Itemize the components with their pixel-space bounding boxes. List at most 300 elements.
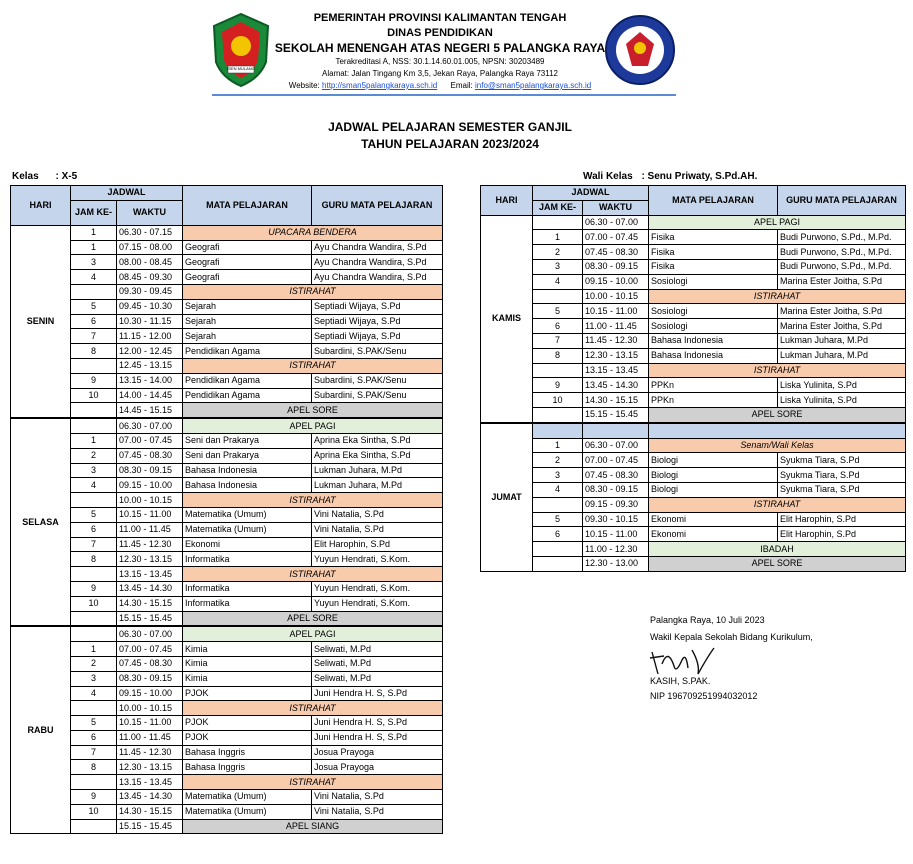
jam-cell bbox=[71, 418, 117, 433]
time-cell: 11.00 - 12.30 bbox=[583, 542, 649, 557]
jam-cell: 4 bbox=[533, 482, 583, 497]
table-row bbox=[481, 438, 906, 453]
table-row bbox=[11, 581, 443, 596]
table-row bbox=[481, 407, 906, 422]
schedule-table-left bbox=[10, 185, 443, 834]
teacher-cell: Aprina Eka Sintha, S.Pd bbox=[312, 448, 443, 463]
time-cell: 11.45 - 12.30 bbox=[583, 333, 649, 348]
time-cell: 14.30 - 15.15 bbox=[117, 596, 183, 611]
table-row bbox=[11, 642, 443, 657]
jam-cell: 1 bbox=[71, 642, 117, 657]
jam-cell: 8 bbox=[533, 348, 583, 363]
teacher-cell: Yuyun Hendrati, S.Kom. bbox=[312, 596, 443, 611]
subject-cell: PJOK bbox=[183, 716, 312, 731]
jam-cell: 1 bbox=[71, 240, 117, 255]
teacher-cell: Josua Prayoga bbox=[312, 745, 443, 760]
subject-cell: Ekonomi bbox=[649, 512, 778, 527]
subject-cell: PJOK bbox=[183, 686, 312, 701]
jam-cell bbox=[71, 567, 117, 582]
schedule-table-right bbox=[480, 185, 906, 572]
table-row bbox=[481, 497, 906, 512]
table-row bbox=[481, 393, 906, 408]
jam-cell: 10 bbox=[71, 596, 117, 611]
event-cell: APEL SORE bbox=[649, 556, 906, 571]
subject-cell: Bahasa Inggris bbox=[183, 760, 312, 775]
subject-cell: PJOK bbox=[183, 730, 312, 745]
teacher-cell: Marina Ester Joitha, S.Pd bbox=[778, 304, 906, 319]
subject-cell: Informatika bbox=[183, 581, 312, 596]
time-cell: 07.15 - 08.00 bbox=[117, 240, 183, 255]
jam-cell bbox=[533, 407, 583, 422]
jam-cell: 6 bbox=[71, 522, 117, 537]
teacher-cell: Vini Natalia, S.Pd bbox=[312, 804, 443, 819]
time-cell: 08.00 - 08.45 bbox=[117, 255, 183, 270]
day-cell: JUMAT bbox=[481, 423, 533, 571]
time-cell: 12.45 - 13.15 bbox=[117, 358, 183, 373]
right-logo bbox=[604, 14, 676, 86]
time-cell: 10.15 - 11.00 bbox=[583, 527, 649, 542]
subject-cell: Sosiologi bbox=[649, 274, 778, 289]
jam-cell: 1 bbox=[71, 225, 117, 240]
time-cell: 10.15 - 11.00 bbox=[583, 304, 649, 319]
jam-cell: 2 bbox=[71, 656, 117, 671]
time-cell: 10.15 - 11.00 bbox=[117, 716, 183, 731]
subject-cell: Seni dan Prakarya bbox=[183, 433, 312, 448]
break-cell: ISTIRAHAT bbox=[183, 701, 443, 716]
time-cell: 06.30 - 07.00 bbox=[117, 418, 183, 433]
table-row bbox=[11, 760, 443, 775]
jam-cell bbox=[533, 542, 583, 557]
time-cell: 08.45 - 09.30 bbox=[117, 270, 183, 285]
subject-cell: Pendidikan Agama bbox=[183, 344, 312, 359]
table-row bbox=[481, 333, 906, 348]
time-cell: 10.00 - 10.15 bbox=[583, 289, 649, 304]
subject-cell: Sosiologi bbox=[649, 319, 778, 334]
jam-cell bbox=[533, 497, 583, 512]
jam-cell: 7 bbox=[71, 745, 117, 760]
homeroom-label-text: Wali Kelas bbox=[583, 171, 633, 182]
time-cell: 06.30 - 07.00 bbox=[583, 438, 649, 453]
subject-cell: PPKn bbox=[649, 393, 778, 408]
event-cell: IBADAH bbox=[649, 542, 906, 557]
col-waktu: WAKTU bbox=[583, 200, 649, 215]
left-logo-text: ISEN MULANG bbox=[227, 66, 255, 71]
table-row bbox=[11, 448, 443, 463]
subject-cell: Biologi bbox=[649, 482, 778, 497]
time-cell: 15.15 - 15.45 bbox=[583, 407, 649, 422]
teacher-cell: Subardini, S.PAK/Senu bbox=[312, 388, 443, 403]
table-row bbox=[481, 245, 906, 260]
table-row bbox=[11, 596, 443, 611]
subject-cell: Fisika bbox=[649, 245, 778, 260]
subject-cell: Bahasa Indonesia bbox=[183, 463, 312, 478]
table-row bbox=[481, 215, 906, 230]
teacher-cell: Liska Yulinita, S.Pd bbox=[778, 378, 906, 393]
schedule-title: JADWAL PELAJARAN SEMESTER GANJIL bbox=[328, 120, 572, 134]
homeroom-label bbox=[583, 171, 757, 182]
jam-cell: 3 bbox=[71, 671, 117, 686]
break-cell: UPACARA BENDERA bbox=[183, 225, 443, 240]
teacher-cell: Syukma Tiara, S.Pd bbox=[778, 453, 906, 468]
subject-cell: Kimia bbox=[183, 642, 312, 657]
header-rule bbox=[212, 94, 676, 96]
time-cell: 07.00 - 07.45 bbox=[583, 453, 649, 468]
col-hari: HARI bbox=[11, 186, 71, 226]
subject-cell: Informatika bbox=[183, 552, 312, 567]
jam-cell bbox=[533, 423, 583, 438]
time-cell: 13.15 - 13.45 bbox=[117, 775, 183, 790]
subject-cell: Ekonomi bbox=[183, 537, 312, 552]
homeroom-teacher: : Senu Priwaty, S.Pd.AH. bbox=[641, 171, 758, 182]
time-cell: 07.45 - 08.30 bbox=[117, 448, 183, 463]
time-cell: 09.15 - 10.00 bbox=[117, 686, 183, 701]
subject-cell: Bahasa Indonesia bbox=[649, 348, 778, 363]
teacher-cell: Aprina Eka Sintha, S.Pd bbox=[312, 433, 443, 448]
event-cell: APEL SORE bbox=[183, 611, 443, 626]
time-cell: 07.45 - 08.30 bbox=[117, 656, 183, 671]
table-row bbox=[11, 433, 443, 448]
table-row bbox=[11, 478, 443, 493]
jam-cell bbox=[71, 626, 117, 641]
col-jadwal: JADWAL bbox=[71, 186, 183, 201]
table-row bbox=[11, 686, 443, 701]
class-label bbox=[12, 171, 77, 182]
col-mapel: MATA PELAJARAN bbox=[183, 186, 312, 226]
class-value: : X-5 bbox=[55, 171, 78, 182]
teacher-cell: Juni Hendra H. S, S.Pd bbox=[312, 730, 443, 745]
jam-cell: 1 bbox=[533, 230, 583, 245]
jam-cell: 3 bbox=[533, 259, 583, 274]
jam-cell: 7 bbox=[71, 537, 117, 552]
time-cell: 07.45 - 08.30 bbox=[583, 468, 649, 483]
jam-cell: 3 bbox=[71, 255, 117, 270]
table-row bbox=[11, 388, 443, 403]
break-cell: ISTIRAHAT bbox=[183, 493, 443, 508]
time-cell: 09.15 - 10.00 bbox=[117, 478, 183, 493]
time-cell: 14.30 - 15.15 bbox=[117, 804, 183, 819]
time-cell: 15.15 - 15.45 bbox=[117, 611, 183, 626]
table-row bbox=[11, 373, 443, 388]
jam-cell: 4 bbox=[71, 478, 117, 493]
table-row bbox=[481, 527, 906, 542]
teacher-cell: Seliwati, M.Pd bbox=[312, 671, 443, 686]
jam-cell bbox=[71, 403, 117, 418]
teacher-cell: Marina Ester Joitha, S.Pd bbox=[778, 274, 906, 289]
col-mapel: MATA PELAJARAN bbox=[649, 186, 778, 216]
day-cell: SELASA bbox=[11, 418, 71, 626]
table-row bbox=[11, 775, 443, 790]
header-address: Alamat: Jalan Tingang Km 3,5, Jekan Raya, Palangka Raya 73112 bbox=[322, 69, 558, 78]
jam-cell bbox=[71, 284, 117, 299]
jam-cell: 8 bbox=[71, 760, 117, 775]
subject-cell: Seni dan Prakarya bbox=[183, 448, 312, 463]
jam-cell: 3 bbox=[71, 463, 117, 478]
col-jam: JAM KE- bbox=[71, 200, 117, 225]
teacher-cell: Septiadi Wijaya, S.Pd bbox=[312, 314, 443, 329]
table-row bbox=[11, 790, 443, 805]
time-cell: 11.00 - 11.45 bbox=[117, 522, 183, 537]
teacher-cell: Marina Ester Joitha, S.Pd bbox=[778, 319, 906, 334]
signature-name: KASIH, S.PAK. bbox=[650, 676, 711, 686]
teacher-cell: Ayu Chandra Wandira, S.Pd bbox=[312, 270, 443, 285]
table-row bbox=[11, 240, 443, 255]
jam-cell: 5 bbox=[71, 299, 117, 314]
col-hari: HARI bbox=[481, 186, 533, 216]
time-cell: 13.15 - 14.00 bbox=[117, 373, 183, 388]
time-cell: 13.15 - 13.45 bbox=[583, 363, 649, 378]
time-cell bbox=[583, 423, 649, 438]
teacher-cell: Septiadi Wijaya, S.Pd bbox=[312, 329, 443, 344]
table-row bbox=[11, 493, 443, 508]
subject-cell: Geografi bbox=[183, 270, 312, 285]
header-department: DINAS PENDIDIKAN bbox=[387, 27, 493, 39]
subject-cell: Matematika (Umum) bbox=[183, 507, 312, 522]
table-row bbox=[481, 274, 906, 289]
event-cell: APEL PAGI bbox=[183, 418, 443, 433]
col-jadwal: JADWAL bbox=[533, 186, 649, 201]
table-row bbox=[11, 507, 443, 522]
table-row bbox=[11, 463, 443, 478]
subject-cell: Matematika (Umum) bbox=[183, 790, 312, 805]
table-row bbox=[11, 522, 443, 537]
event-cell: APEL PAGI bbox=[649, 215, 906, 230]
subject-cell: Sejarah bbox=[183, 329, 312, 344]
break-cell: ISTIRAHAT bbox=[649, 289, 906, 304]
time-cell: 09.30 - 10.15 bbox=[583, 512, 649, 527]
website-label: Website: bbox=[288, 81, 320, 90]
time-cell: 07.00 - 07.45 bbox=[117, 642, 183, 657]
subject-cell: Sejarah bbox=[183, 299, 312, 314]
jam-cell bbox=[71, 775, 117, 790]
subject-cell: Biologi bbox=[649, 468, 778, 483]
subject-cell: Pendidikan Agama bbox=[183, 373, 312, 388]
col-guru: GURU MATA PELAJARAN bbox=[312, 186, 443, 226]
table-row bbox=[481, 289, 906, 304]
jam-cell bbox=[533, 556, 583, 571]
time-cell: 12.30 - 13.15 bbox=[117, 552, 183, 567]
table-row bbox=[481, 512, 906, 527]
time-cell: 11.45 - 12.30 bbox=[117, 537, 183, 552]
time-cell: 08.30 - 09.15 bbox=[117, 671, 183, 686]
teacher-cell: Syukma Tiara, S.Pd bbox=[778, 482, 906, 497]
subject-cell: Sejarah bbox=[183, 314, 312, 329]
table-row bbox=[481, 542, 906, 557]
break-cell: ISTIRAHAT bbox=[183, 567, 443, 582]
teacher-cell: Juni Hendra H. S, S.Pd bbox=[312, 686, 443, 701]
event-cell: APEL PAGI bbox=[183, 626, 443, 641]
event-cell bbox=[649, 423, 906, 438]
jam-cell: 5 bbox=[533, 304, 583, 319]
table-row bbox=[11, 358, 443, 373]
signature-place-date: Palangka Raya, 10 Juli 2023 bbox=[650, 615, 765, 625]
teacher-cell: Lukman Juhara, M.Pd bbox=[778, 333, 906, 348]
teacher-cell: Elit Harophin, S.Pd bbox=[312, 537, 443, 552]
break-cell: ISTIRAHAT bbox=[183, 775, 443, 790]
jam-cell: 6 bbox=[533, 527, 583, 542]
header-contact bbox=[270, 81, 610, 90]
time-cell: 09.15 - 09.30 bbox=[583, 497, 649, 512]
time-cell: 13.45 - 14.30 bbox=[583, 378, 649, 393]
jam-cell: 9 bbox=[71, 581, 117, 596]
table-row bbox=[11, 329, 443, 344]
teacher-cell: Vini Natalia, S.Pd bbox=[312, 522, 443, 537]
subject-cell: Fisika bbox=[649, 230, 778, 245]
time-cell: 06.30 - 07.15 bbox=[117, 225, 183, 240]
jam-cell: 1 bbox=[533, 438, 583, 453]
table-row bbox=[11, 656, 443, 671]
teacher-cell: Ayu Chandra Wandira, S.Pd bbox=[312, 255, 443, 270]
jam-cell: 5 bbox=[533, 512, 583, 527]
table-row bbox=[481, 468, 906, 483]
table-row bbox=[481, 259, 906, 274]
jam-cell bbox=[71, 493, 117, 508]
teacher-cell: Juni Hendra H. S, S.Pd bbox=[312, 716, 443, 731]
teacher-cell: Subardini, S.PAK/Senu bbox=[312, 373, 443, 388]
event-cell: APEL SORE bbox=[649, 407, 906, 422]
signature-role: Wakil Kepala Sekolah Bidang Kurikulum, bbox=[650, 632, 813, 642]
time-cell: 10.30 - 11.15 bbox=[117, 314, 183, 329]
time-cell: 14.45 - 15.15 bbox=[117, 403, 183, 418]
day-cell: SENIN bbox=[11, 225, 71, 418]
header-accreditation: Terakreditasi A, NSS: 30.1.14.60.01.005, NPSN: 30203489 bbox=[335, 57, 545, 66]
subject-cell: Geografi bbox=[183, 255, 312, 270]
teacher-cell: Seliwati, M.Pd bbox=[312, 642, 443, 657]
jam-cell bbox=[71, 611, 117, 626]
table-row bbox=[481, 230, 906, 245]
class-label-text: Kelas bbox=[12, 171, 39, 182]
jam-cell: 4 bbox=[71, 686, 117, 701]
jam-cell bbox=[533, 363, 583, 378]
time-cell: 08.30 - 09.15 bbox=[583, 482, 649, 497]
time-cell: 07.45 - 08.30 bbox=[583, 245, 649, 260]
table-row bbox=[11, 819, 443, 834]
table-row bbox=[11, 270, 443, 285]
subject-cell: Kimia bbox=[183, 671, 312, 686]
table-row bbox=[481, 319, 906, 334]
teacher-cell: Lukman Juhara, M.Pd bbox=[778, 348, 906, 363]
header-school-name: SEKOLAH MENENGAH ATAS NEGERI 5 PALANGKA RAYA bbox=[274, 41, 606, 55]
jam-cell bbox=[71, 819, 117, 834]
jam-cell bbox=[71, 701, 117, 716]
time-cell: 10.00 - 10.15 bbox=[117, 493, 183, 508]
time-cell: 15.15 - 15.45 bbox=[117, 819, 183, 834]
table-row bbox=[11, 403, 443, 418]
teacher-cell: Budi Purwono, S.Pd., M.Pd. bbox=[778, 259, 906, 274]
teacher-cell: Budi Purwono, S.Pd., M.Pd. bbox=[778, 245, 906, 260]
jam-cell bbox=[71, 358, 117, 373]
table-row bbox=[11, 611, 443, 626]
subject-cell: Biologi bbox=[649, 453, 778, 468]
table-row bbox=[481, 556, 906, 571]
jam-cell: 2 bbox=[71, 448, 117, 463]
jam-cell: 9 bbox=[71, 373, 117, 388]
subject-cell: Geografi bbox=[183, 240, 312, 255]
subject-cell: Ekonomi bbox=[649, 527, 778, 542]
table-row bbox=[481, 453, 906, 468]
event-cell: APEL SORE bbox=[183, 403, 443, 418]
time-cell: 12.00 - 12.45 bbox=[117, 344, 183, 359]
teacher-cell: Yuyun Hendrati, S.Kom. bbox=[312, 581, 443, 596]
jam-cell: 4 bbox=[71, 270, 117, 285]
table-row bbox=[481, 348, 906, 363]
jam-cell: 6 bbox=[71, 730, 117, 745]
jam-cell: 5 bbox=[71, 507, 117, 522]
jam-cell bbox=[533, 215, 583, 230]
table-row bbox=[11, 225, 443, 240]
table-row bbox=[11, 537, 443, 552]
jam-cell: 8 bbox=[71, 344, 117, 359]
time-cell: 12.30 - 13.00 bbox=[583, 556, 649, 571]
time-cell: 13.45 - 14.30 bbox=[117, 790, 183, 805]
jam-cell: 3 bbox=[533, 468, 583, 483]
col-waktu: WAKTU bbox=[117, 200, 183, 225]
table-row bbox=[481, 363, 906, 378]
left-logo bbox=[210, 12, 272, 88]
time-cell: 08.30 - 09.15 bbox=[117, 463, 183, 478]
break-cell: Senam/Wali Kelas bbox=[649, 438, 906, 453]
table-row bbox=[11, 626, 443, 641]
event-cell: APEL SIANG bbox=[183, 819, 443, 834]
time-cell: 08.30 - 09.15 bbox=[583, 259, 649, 274]
teacher-cell: Syukma Tiara, S.Pd bbox=[778, 468, 906, 483]
website-link[interactable]: http://sman5palangkaraya.sch.id bbox=[322, 81, 438, 90]
jam-cell: 5 bbox=[71, 716, 117, 731]
subject-cell: Matematika (Umum) bbox=[183, 804, 312, 819]
jam-cell: 4 bbox=[533, 274, 583, 289]
table-row bbox=[11, 255, 443, 270]
email-link[interactable]: info@sman5palangkaraya.sch.id bbox=[475, 81, 592, 90]
time-cell: 14.00 - 14.45 bbox=[117, 388, 183, 403]
table-row bbox=[11, 284, 443, 299]
subject-cell: Matematika (Umum) bbox=[183, 522, 312, 537]
teacher-cell: Lukman Juhara, M.Pd bbox=[312, 478, 443, 493]
table-row bbox=[481, 304, 906, 319]
col-jam: JAM KE- bbox=[533, 200, 583, 215]
time-cell: 10.15 - 11.00 bbox=[117, 507, 183, 522]
jam-cell: 10 bbox=[71, 804, 117, 819]
time-cell: 07.00 - 07.45 bbox=[117, 433, 183, 448]
jam-cell: 9 bbox=[533, 378, 583, 393]
day-cell: RABU bbox=[11, 626, 71, 834]
time-cell: 12.30 - 13.15 bbox=[117, 760, 183, 775]
subject-cell: PPKn bbox=[649, 378, 778, 393]
teacher-cell: Vini Natalia, S.Pd bbox=[312, 507, 443, 522]
teacher-cell: Subardini, S.PAK/Senu bbox=[312, 344, 443, 359]
teacher-cell: Budi Purwono, S.Pd., M.Pd. bbox=[778, 230, 906, 245]
table-row bbox=[481, 423, 906, 438]
col-guru: GURU MATA PELAJARAN bbox=[778, 186, 906, 216]
teacher-cell: Septiadi Wijaya, S.Pd bbox=[312, 299, 443, 314]
table-row bbox=[11, 418, 443, 433]
time-cell: 06.30 - 07.00 bbox=[117, 626, 183, 641]
time-cell: 09.45 - 10.30 bbox=[117, 299, 183, 314]
break-cell: ISTIRAHAT bbox=[649, 363, 906, 378]
jam-cell: 1 bbox=[71, 433, 117, 448]
jam-cell: 6 bbox=[71, 314, 117, 329]
jam-cell: 7 bbox=[71, 329, 117, 344]
jam-cell: 10 bbox=[533, 393, 583, 408]
table-row bbox=[11, 299, 443, 314]
jam-cell: 8 bbox=[71, 552, 117, 567]
subject-cell: Bahasa Indonesia bbox=[183, 478, 312, 493]
schedule-year: TAHUN PELAJARAN 2023/2024 bbox=[361, 137, 539, 151]
teacher-cell: Liska Yulinita, S.Pd bbox=[778, 393, 906, 408]
jam-cell: 6 bbox=[533, 319, 583, 334]
time-cell: 11.00 - 11.45 bbox=[583, 319, 649, 334]
time-cell: 11.45 - 12.30 bbox=[117, 745, 183, 760]
teacher-cell: Yuyun Hendrati, S.Kom. bbox=[312, 552, 443, 567]
time-cell: 14.30 - 15.15 bbox=[583, 393, 649, 408]
